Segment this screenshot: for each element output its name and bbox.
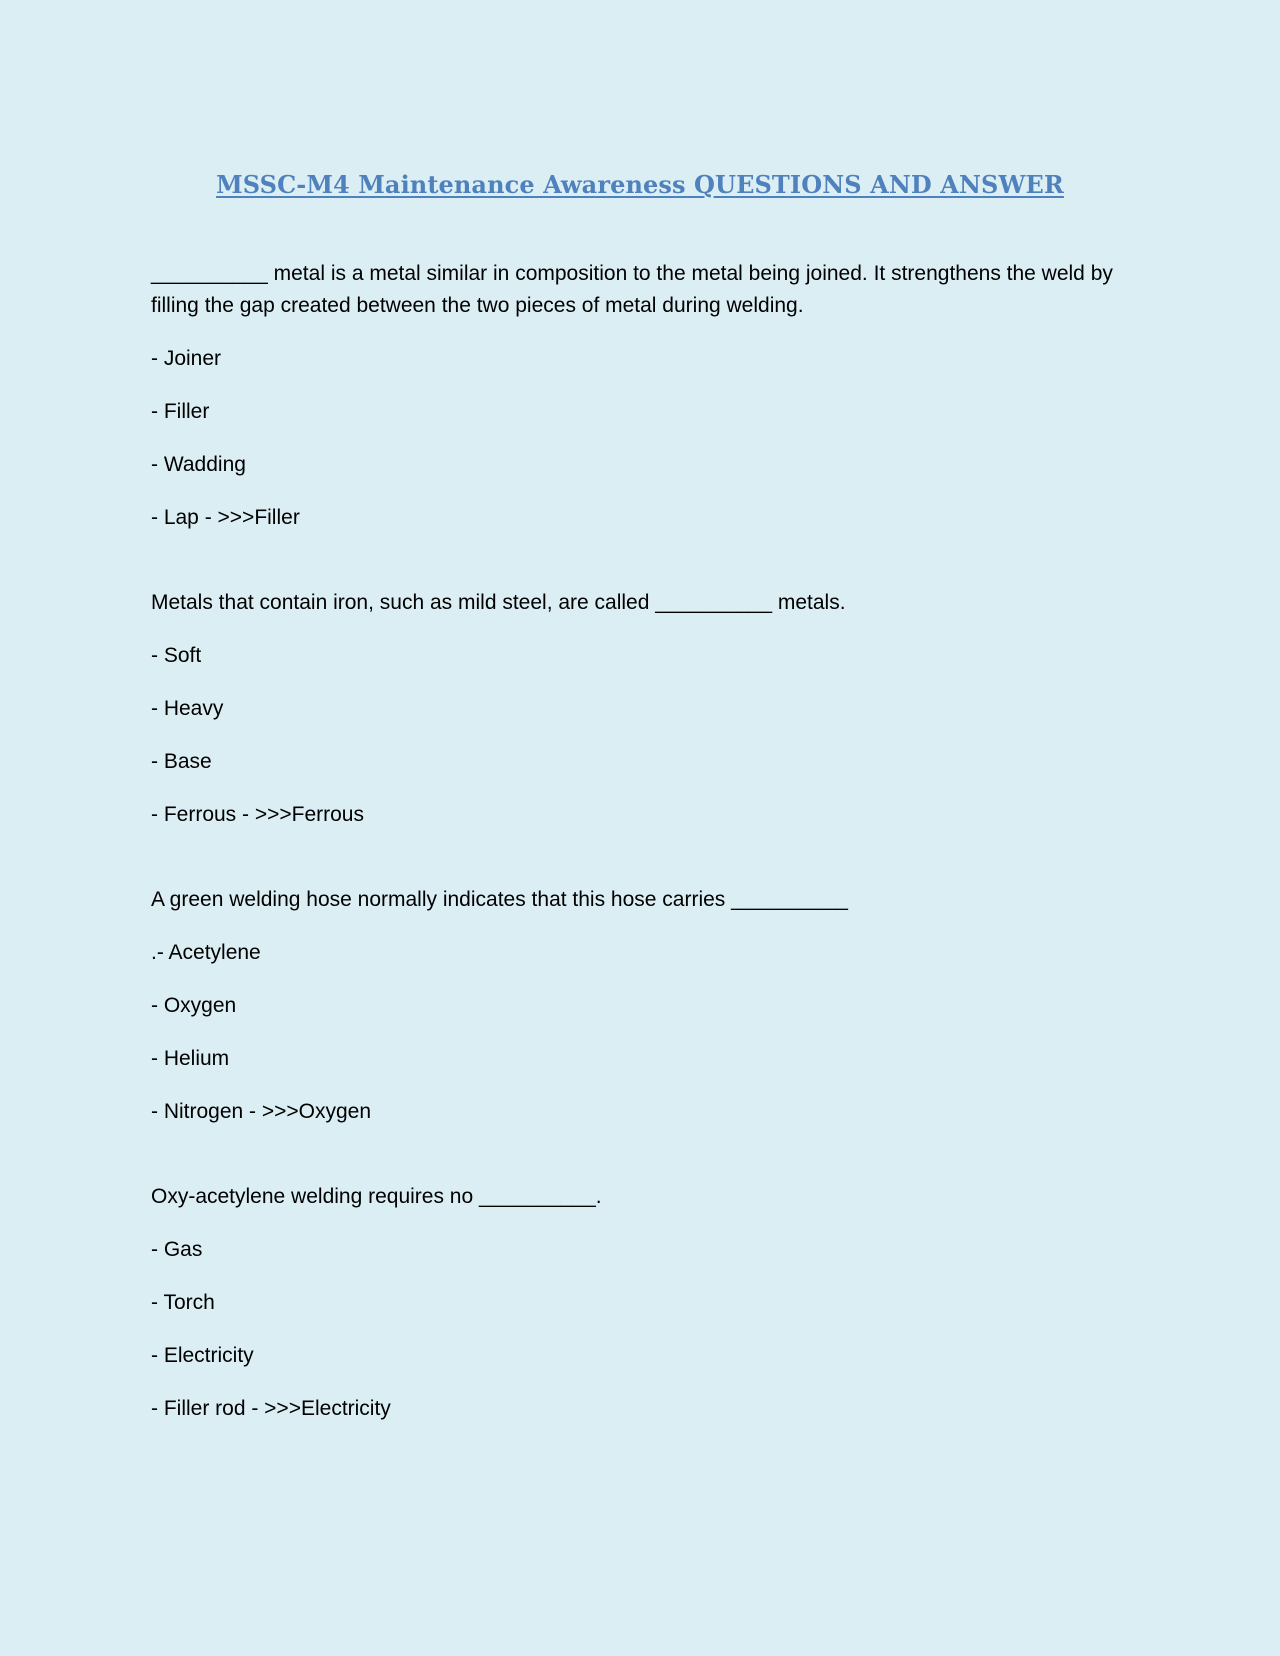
question-block	[151, 1181, 1141, 1425]
question-block	[151, 258, 1141, 534]
answer-option: - Helium	[151, 1047, 230, 1070]
document-title: MSSC-M4 Maintenance Awareness QUESTIONS AND ANSWER	[216, 170, 1064, 199]
question-list	[151, 258, 1141, 1446]
answer-option: - Torch	[151, 1291, 215, 1314]
answer-option: - Heavy	[151, 697, 224, 720]
answer-option: - Oxygen	[151, 994, 237, 1017]
question-block	[151, 587, 1141, 831]
answer-option: - Filler	[151, 400, 210, 423]
answer-option: .- Acetylene	[151, 941, 261, 964]
question-text: A green welding hose normally indicates that this hose carries __________	[151, 888, 848, 911]
answer-option-with-key: - Ferrous - >>>Ferrous	[151, 803, 364, 826]
answer-option: - Wadding	[151, 453, 246, 476]
question-text: Metals that contain iron, such as mild steel, are called __________ metals.	[151, 591, 846, 614]
answer-option-with-key: - Lap - >>>Filler	[151, 506, 300, 529]
question-text: __________ metal is a metal similar in composition to the metal being joined. It strengthens the weld by filling the gap created between the two pieces of metal during welding.	[151, 262, 1113, 317]
answer-option-with-key: - Nitrogen - >>>Oxygen	[151, 1100, 372, 1123]
answer-option: - Gas	[151, 1238, 203, 1261]
answer-option: - Base	[151, 750, 212, 773]
answer-option-with-key: - Filler rod - >>>Electricity	[151, 1397, 391, 1420]
answer-option: - Electricity	[151, 1344, 254, 1367]
question-text: Oxy-acetylene welding requires no __________.	[151, 1185, 602, 1208]
answer-option: - Soft	[151, 644, 202, 667]
answer-option: - Joiner	[151, 347, 222, 370]
question-block	[151, 884, 1141, 1128]
